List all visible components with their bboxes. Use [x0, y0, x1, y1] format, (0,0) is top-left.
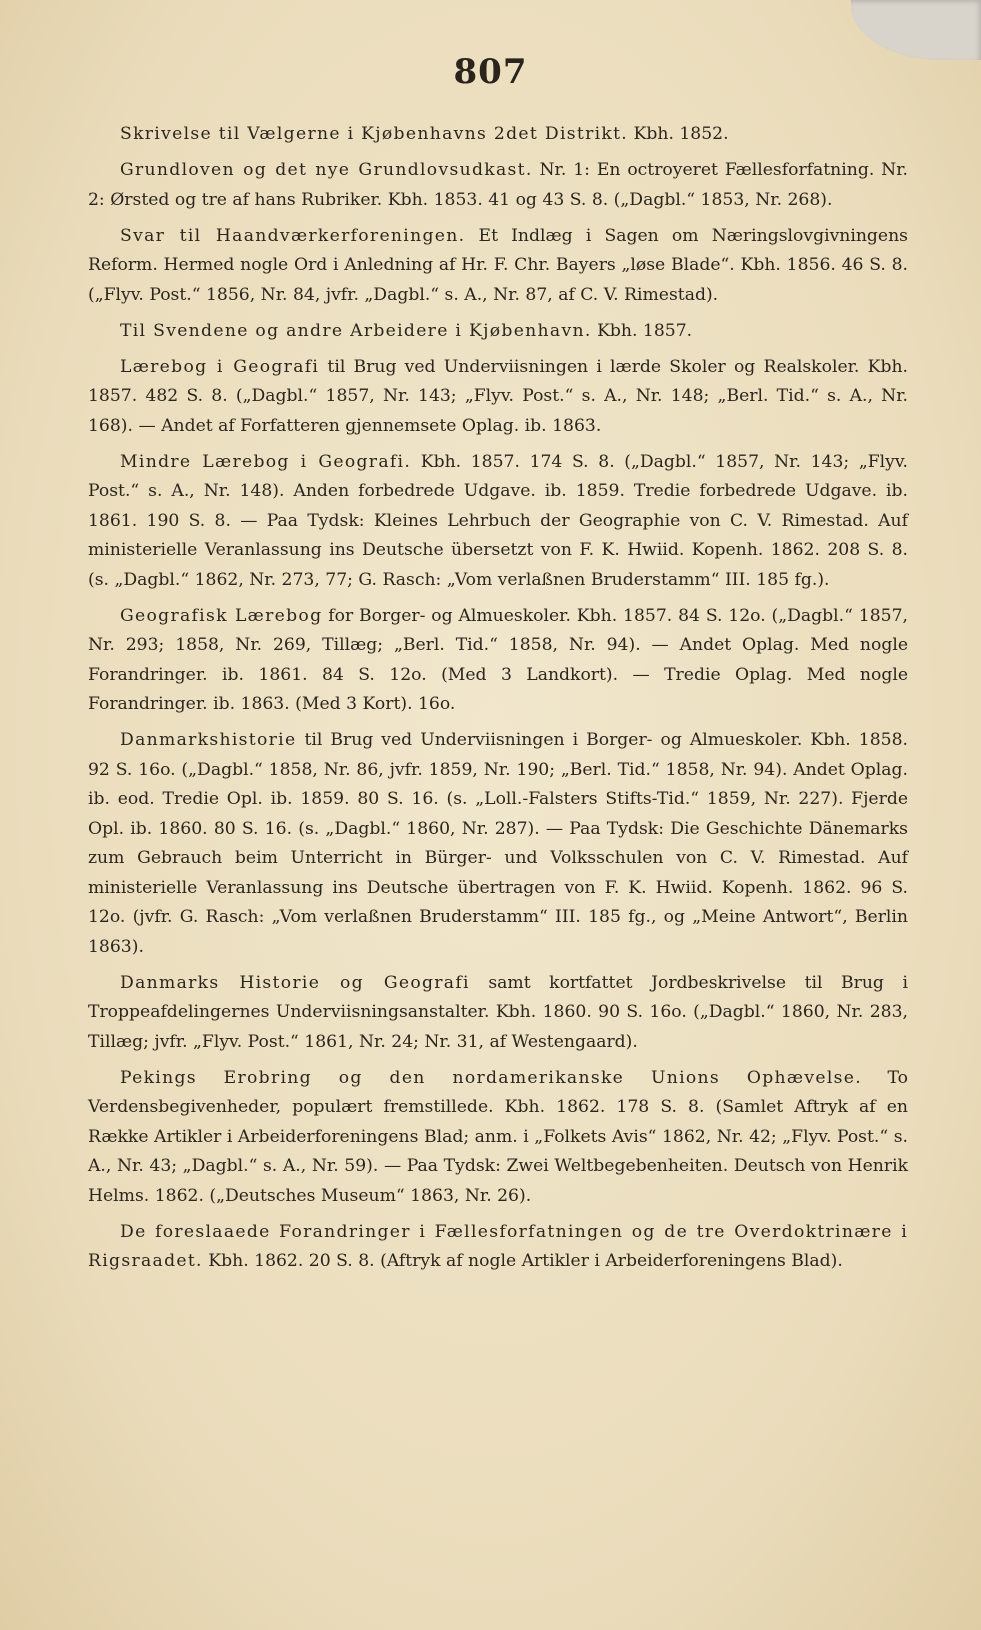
entry-body: Et Indlæg i Sagen om Næringslovgivningens Reform. Hermed nogle Ord i Anledning af Hr. F. Chr. Bayers „løse Blade“. Kbh. 1856. 46 S. 8. („Flyv. Post.“ 1856, Nr. 84, jvfr. „Dagbl.“ s. A., Nr. 87, af C. V. Rimestad).: [88, 225, 908, 305]
entry-title: De foreslaaede Forandringer i Fællesforfatningen og de tre Overdoktrinære i Rigsraadet.: [88, 1221, 908, 1271]
bibliography-entries: [88, 120, 908, 1283]
entry-body: Kbh. 1862. 20 S. 8. (Aftryk af nogle Artikler i Arbeiderforeningens Blad).: [202, 1251, 843, 1271]
bibliography-entry: [88, 120, 908, 150]
entry-title: Svar til Haandværkerforeningen.: [120, 225, 466, 246]
entry-title: Danmarks Historie og Geografi: [120, 972, 470, 993]
bibliography-entry: [88, 1218, 908, 1277]
page-number: 807: [453, 52, 528, 92]
entry-title: Til Svendene og andre Arbeidere i Kjøbenhavn.: [120, 320, 592, 341]
entry-body: Nr. 1: En octroyeret Fællesforfatning. Nr. 2: Ørsted og tre af hans Rubriker. Kbh. 1853. 41 og 43 S. 8. („Dagbl.“ 1853, Nr. 268).: [88, 160, 909, 210]
entry-title: Mindre Lærebog i Geografi.: [120, 451, 412, 472]
bibliography-entry: [88, 448, 908, 596]
bibliography-entry: [88, 353, 908, 442]
entry-body: samt kortfattet Jordbeskrivelse til Brug i Troppeafdelingernes Underviisningsanstalter. Kbh. 1860. 90 S. 16o. („Dagbl.“ 1860, Nr. 283, Tillæg; jvfr. „Flyv. Post.“ 1861, Nr. 24; Nr. 31, af Westengaard).: [88, 972, 908, 1052]
bibliography-entry: [88, 602, 908, 720]
entry-title: Danmarkshistorie: [120, 730, 297, 750]
entry-body: Kbh. 1857.: [591, 320, 693, 341]
entry-title: Lærebog i Geografi: [120, 356, 320, 377]
entry-body: Kbh. 1857. 174 S. 8. („Dagbl.“ 1857, Nr. 143; „Flyv. Post.“ s. A., Nr. 148). Anden forbedrede Udgave. ib. 1859. Tredie forbedrede Udgave. ib. 1861. 190 S. 8. — Paa Tydsk: Kleines Lehrbuch der Geographie von C. V. Rimestad. Auf ministerielle Veranlassung ins Deutsche übersetzt von F. K. Hwiid. Kopenh. 1862. 208 S. 8. (s. „Dagbl.“ 1862, Nr. 273, 77; G. Rasch: „Vom verlaßnen Bruderstamm“ III. 185 fg.).: [88, 451, 908, 590]
bibliography-entry: [88, 969, 908, 1058]
entry-body: To Verdensbegivenheder, populært fremstillede. Kbh. 1862. 178 S. 8. (Samlet Aftryk af en Række Artikler i Arbeiderforeningens Blad; anm. i „Folkets Avis“ 1862, Nr. 42; „Flyv. Post.“ s. A., Nr. 43; „Dagbl.“ s. A., Nr. 59). — Paa Tydsk: Zwei Weltbegebenheiten. Deutsch von Henrik Helms. 1862. („Deutsches Museum“ 1863, Nr. 26).: [88, 1067, 908, 1206]
entry-title: Grundloven og det nye Grundlovsudkast.: [120, 160, 533, 180]
entry-title: Pekings Erobring og den nordamerikanske Unions Ophævelse.: [120, 1067, 862, 1088]
bibliography-entry: [88, 222, 908, 311]
entry-body: til Brug ved Underviisningen i lærde Skoler og Realskoler. Kbh. 1857. 482 S. 8. („Dagbl.“ 1857, Nr. 143; „Flyv. Post.“ s. A., Nr. 148; „Berl. Tid.“ s. A., Nr. 168). — Andet af Forfatteren gjennemsete Oplag. ib. 1863.: [88, 356, 908, 436]
bibliography-entry: [88, 1064, 908, 1212]
entry-body: til Brug ved Underviisningen i Borger- og Almueskoler. Kbh. 1858. 92 S. 16o. („Dagbl.“ 1858, Nr. 86, jvfr. 1859, Nr. 190; „Berl. Tid.“ 1858, Nr. 94). Andet Oplag. ib. eod. Tredie Opl. ib. 1859. 80 S. 16. (s. „Loll.-Falsters Stifts-Tid.“ 1859, Nr. 227). Fjerde Opl. ib. 1860. 80 S. 16. (s. „Dagbl.“ 1860, Nr. 287). — Paa Tydsk: Die Geschichte Dänemarks zum Gebrauch beim Unterricht in Bürger- und Volksschulen von C. V. Rimestad. Auf ministerielle Veranlassung ins Deutsche übertragen von F. K. Hwiid. Kopenh. 1862. 96 S. 12o. (jvfr. G. Rasch: „Vom verlaßnen Bruderstamm“ III. 185 fg., og „Meine Antwort“, Berlin 1863).: [88, 730, 908, 957]
bibliography-entry: [88, 156, 908, 215]
entry-title: Skrivelse til Vælgerne i Kjøbenhavns 2det Distrikt.: [120, 124, 629, 144]
bibliography-entry: [88, 317, 908, 347]
entry-title: Geografisk Lærebog: [120, 605, 323, 626]
corner-wear-mark: [851, 0, 981, 60]
entry-body: for Borger- og Almueskoler. Kbh. 1857. 84 S. 12o. („Dagbl.“ 1857, Nr. 293; 1858, Nr. 269, Tillæg; „Berl. Tid.“ 1858, Nr. 94). — Andet Oplag. Med nogle Forandringer. ib. 1861. 84 S. 12o. (Med 3 Landkort). — Tredie Oplag. Med nogle Forandringer. ib. 1863. (Med 3 Kort). 16o.: [88, 605, 908, 714]
bibliography-entry: [88, 726, 908, 962]
entry-body: Kbh. 1852.: [628, 124, 729, 144]
